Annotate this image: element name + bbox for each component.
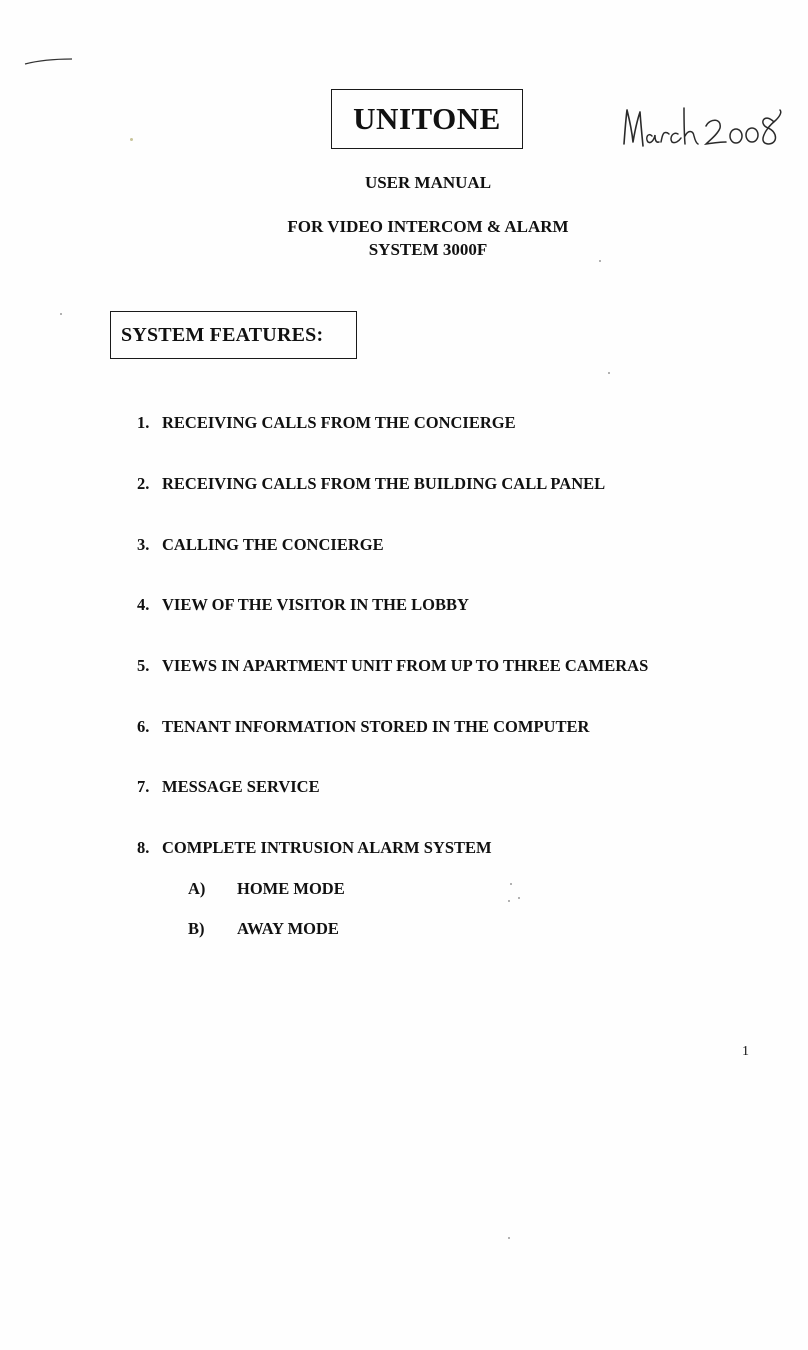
feature-text: VIEWS IN APARTMENT UNIT FROM UP TO THREE CAMERAS [162, 656, 649, 675]
section-title-box [110, 311, 357, 359]
page-number: 1 [742, 1044, 749, 1059]
feature-number: 8. [137, 838, 150, 857]
subtitle-user-manual: USER MANUAL [364, 173, 492, 192]
feature-item [137, 413, 516, 433]
feature-item [137, 838, 492, 858]
scan-speck [510, 883, 512, 885]
sub-feature-text: HOME MODE [237, 879, 345, 898]
feature-number: 2. [137, 474, 150, 493]
document-title: UNITONE [353, 101, 501, 136]
feature-number: 4. [137, 595, 150, 614]
feature-item [137, 717, 589, 737]
scan-speck [508, 1237, 510, 1239]
sub-feature-letter: B) [188, 919, 205, 938]
feature-item [137, 777, 320, 797]
sub-feature-letter: A) [188, 879, 206, 898]
subtitle-product-line1: FOR VIDEO INTERCOM & ALARM [287, 217, 569, 236]
handwritten-date-signature [618, 100, 790, 160]
scan-speck [518, 897, 520, 899]
feature-text: RECEIVING CALLS FROM THE BUILDING CALL PANEL [162, 474, 606, 493]
feature-text: COMPLETE INTRUSION ALARM SYSTEM [162, 838, 492, 857]
feature-text: VIEW OF THE VISITOR IN THE LOBBY [162, 595, 469, 614]
sub-feature-item [188, 919, 339, 939]
sub-feature-text: AWAY MODE [237, 919, 339, 938]
feature-number: 5. [137, 656, 150, 675]
section-title: SYSTEM FEATURES: [121, 323, 324, 346]
scan-speck [508, 900, 510, 902]
scan-speck [599, 260, 601, 262]
title-box [331, 89, 523, 149]
scan-artifact-line [24, 56, 74, 66]
feature-text: RECEIVING CALLS FROM THE CONCIERGE [162, 413, 516, 432]
feature-text: MESSAGE SERVICE [162, 777, 320, 796]
feature-item [137, 656, 648, 676]
feature-text: CALLING THE CONCIERGE [162, 535, 384, 554]
feature-item [137, 595, 469, 615]
feature-number: 3. [137, 535, 150, 554]
feature-text: TENANT INFORMATION STORED IN THE COMPUTER [162, 717, 590, 736]
feature-item [137, 535, 384, 555]
feature-item [137, 474, 605, 494]
scan-speck [60, 313, 62, 315]
feature-number: 6. [137, 717, 150, 736]
scan-speck [608, 372, 610, 374]
subtitle-product-line2: SYSTEM 3000F [368, 240, 488, 259]
sub-feature-item [188, 879, 345, 899]
feature-number: 7. [137, 777, 150, 796]
feature-number: 1. [137, 413, 150, 432]
scan-speck [130, 138, 133, 141]
